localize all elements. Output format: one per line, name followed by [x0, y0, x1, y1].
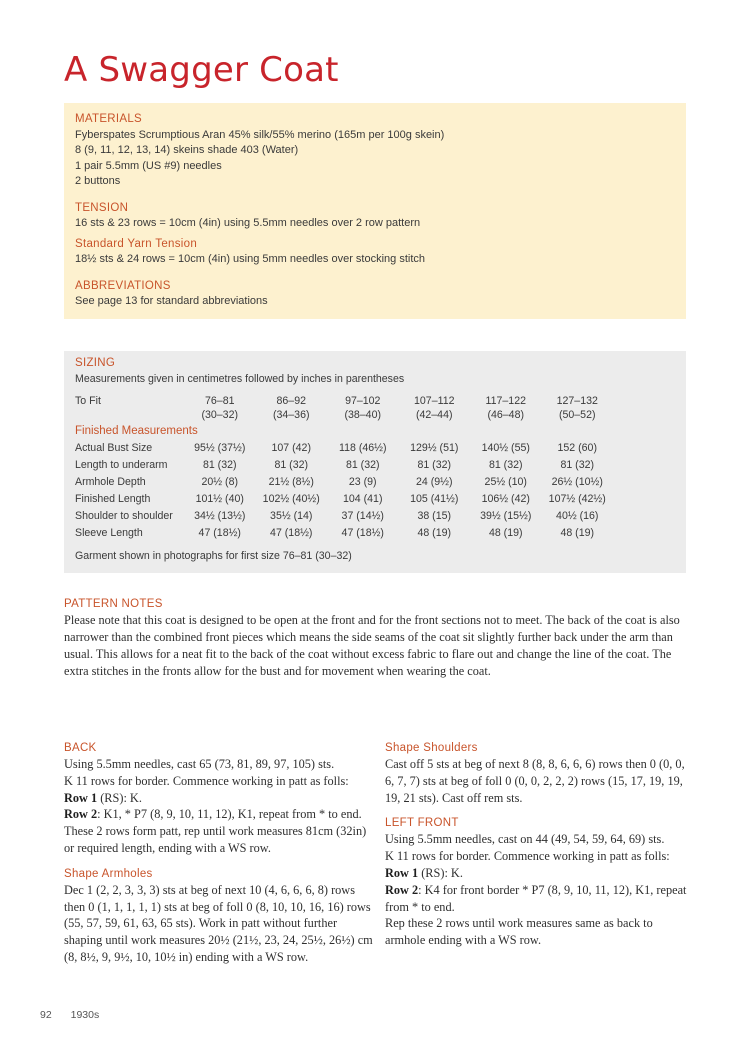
table-row: [75, 525, 613, 542]
to-fit-in: (34–36): [272, 409, 310, 421]
back-row-2: Row 2: K1, * P7 (8, 9, 10, 11, 12), K1, repeat from * to end.: [64, 807, 362, 822]
right-column: [385, 741, 695, 949]
table-row: [75, 508, 613, 525]
row-label: Armhole Depth: [75, 476, 146, 488]
to-fit-in: (38–40): [344, 409, 381, 421]
page-title: A Swagger Coat: [64, 50, 339, 90]
table-cell: 21½ (8½): [268, 476, 314, 488]
to-fit-cm: 127–132: [556, 395, 598, 407]
shape-armholes-heading: Shape Armholes: [64, 867, 153, 880]
table-cell: 20½ (8): [201, 476, 238, 488]
materials-line: 8 (9, 11, 12, 13, 14) skeins shade 403 (Water): [75, 144, 299, 156]
table-cell: 107½ (42½): [548, 493, 606, 505]
back-heading: BACK: [64, 742, 97, 754]
table-cell: 104 (41): [343, 493, 383, 505]
materials-line: 1 pair 5.5mm (US #9) needles: [75, 159, 222, 172]
table-cell: 25½ (10): [484, 476, 527, 488]
row-label: Length to underarm: [75, 459, 168, 471]
left-front-paragraph: K 11 rows for border. Commence working in patt as folls:: [385, 849, 670, 864]
to-fit-in: (30–32): [201, 409, 238, 421]
to-fit-in: (46–48): [487, 409, 524, 421]
table-row: [75, 394, 613, 408]
to-fit-label: To Fit: [75, 395, 101, 407]
section-name: 1930s: [70, 1009, 100, 1021]
table-cell: 47 (18½): [341, 527, 384, 539]
shape-armholes-text: Dec 1 (2, 2, 3, 3, 3) sts at beg of next 10 (4, 6, 6, 6, 8) rows then 0 (1, 1, 1, 1, 1) sts at beg of foll 0 (8, 10, 10, 16, 16) rows (55, 57, 59, 61, 63, 65 sts). Work in patt without further shaping until work measures 20½ (21½, 23, 24, 25½, 26½) cm (8, 8½, 9, 9½, 10, 10½ in) ending with a WS row.: [64, 882, 373, 964]
left-front-paragraph: Rep these 2 rows until work measures same as back to armhole ending with a WS row.: [385, 916, 653, 948]
table-cell: 81 (32): [560, 459, 595, 471]
to-fit-in: (50–52): [558, 409, 596, 421]
table-cell: 81 (32): [274, 459, 309, 471]
table-cell: 48 (19): [417, 527, 452, 539]
to-fit-cm: 117–122: [485, 395, 526, 407]
table-cell: 129½ (51): [410, 442, 459, 454]
row-label: Row 1: [385, 865, 419, 880]
to-fit-in: (42–44): [415, 409, 453, 421]
materials-box: [64, 103, 686, 319]
standard-yarn-tension-text: 18½ sts & 24 rows = 10cm (4in) using 5mm needles over stocking stitch: [75, 253, 426, 265]
table-cell: 81 (32): [202, 459, 237, 471]
table-cell: 81 (32): [488, 459, 523, 471]
table-cell: 107 (42): [271, 442, 311, 454]
table-cell: 47 (18½): [270, 527, 313, 539]
standard-yarn-tension-heading: Standard Yarn Tension: [75, 237, 198, 250]
to-fit-cm: 76–81: [205, 395, 235, 407]
materials-heading: MATERIALS: [75, 113, 143, 125]
table-cell: 48 (19): [488, 527, 523, 539]
table-cell: 35½ (14): [270, 510, 313, 522]
to-fit-cm: 107–112: [414, 395, 455, 407]
page-footer: [40, 1009, 115, 1021]
shape-shoulders-heading: Shape Shoulders: [385, 742, 478, 754]
left-front-row-2: Row 2: K4 for front border * P7 (8, 9, 10, 11, 12), K1, repeat from * to end.: [385, 882, 687, 914]
tension-text: 16 sts & 23 rows = 10cm (4in) using 5.5mm needles over 2 row pattern: [75, 217, 421, 229]
sizing-table: [75, 394, 613, 542]
back-paragraph: K 11 rows for border. Commence working in patt as folls:: [64, 773, 349, 788]
table-cell: 106½ (42): [481, 493, 530, 505]
sizing-box: [64, 351, 686, 573]
row-label: Row 1: [64, 790, 98, 805]
to-fit-cm: 97–102: [345, 395, 381, 407]
table-cell: 37 (14½): [341, 510, 384, 522]
row-label: Shoulder to shoulder: [75, 510, 173, 522]
table-row: [75, 491, 613, 508]
table-cell: 95½ (37½): [194, 442, 246, 454]
materials-line: Fyberspates Scrumptious Aran 45% silk/55% merino (165m per 100g skein): [75, 128, 445, 141]
row-label: Actual Bust Size: [75, 442, 153, 454]
sizing-heading: SIZING: [75, 357, 116, 369]
table-cell: 152 (60): [557, 442, 597, 454]
table-cell: 24 (9½): [415, 476, 453, 488]
table-cell: 101½ (40): [195, 493, 244, 505]
table-cell: 118 (46½): [338, 442, 387, 454]
materials-line: 2 buttons: [75, 175, 121, 187]
left-front-heading: LEFT FRONT: [385, 817, 459, 830]
tension-heading: TENSION: [75, 201, 129, 214]
table-cell: 26½ (10½): [551, 476, 603, 488]
shape-shoulders-text: Cast off 5 sts at beg of next 8 (8, 8, 6, 6, 6) rows then 0 (0, 0, 6, 7, 7) sts at beg of foll 0 (0, 0, 2, 2, 2) rows (15, 17, 19, 19, 19, 21 sts). Cast off rem sts.: [385, 757, 685, 805]
table-cell: 39½ (15½): [480, 510, 532, 522]
row-label: Finished Length: [75, 493, 151, 505]
left-front-paragraph: Using 5.5mm needles, cast on 44 (49, 54, 59, 64, 69) sts.: [385, 832, 665, 847]
back-paragraph: These 2 rows form patt, rep until work measures 81cm (32in) or required length, ending with a WS row.: [64, 824, 367, 855]
pattern-notes-heading: PATTERN NOTES: [64, 598, 163, 610]
table-cell: 23 (9): [348, 476, 377, 488]
table-row: [75, 408, 613, 422]
row-label: Row 2: [64, 807, 98, 822]
table-row: [75, 440, 613, 457]
table-row: [75, 457, 613, 474]
pattern-notes-text: Please note that this coat is designed to be open at the front and for the front sections not to meet. The back of the coat is also narrower than the combined front pieces which means the side seams of the coat sit slightly further back under the arm than usual. This allows for a neat fit to the back of the coat without excess fabric to flare out and change the line of the coat. The extra stitches in the fronts allow for the bust and for movement when wearing the coat.: [64, 613, 680, 678]
table-row: [75, 422, 613, 440]
finished-measurements-heading: Finished Measurements: [75, 425, 198, 437]
table-cell: 102½ (40½): [262, 493, 320, 505]
table-cell: 47 (18½): [198, 527, 241, 539]
abbreviations-heading: ABBREVIATIONS: [75, 279, 171, 292]
table-cell: 38 (15): [417, 510, 452, 522]
sizing-intro: Measurements given in centimetres followed by inches in parentheses: [75, 373, 405, 385]
table-cell: 105 (41½): [410, 493, 459, 505]
page-number: 92: [40, 1009, 52, 1021]
back-paragraph: Using 5.5mm needles, cast 65 (73, 81, 89, 97, 105) sts.: [64, 757, 335, 771]
table-cell: 81 (32): [417, 459, 452, 471]
table-row: [75, 474, 613, 491]
back-row-1: Row 1 (RS): K.: [64, 790, 142, 805]
table-cell: 81 (32): [345, 459, 380, 471]
table-cell: 48 (19): [560, 527, 595, 539]
sizing-note: Garment shown in photographs for first size 76–81 (30–32): [75, 550, 352, 562]
row-label: Sleeve Length: [75, 527, 143, 539]
table-cell: 140½ (55): [481, 442, 530, 454]
abbreviations-text: See page 13 for standard abbreviations: [75, 295, 268, 307]
left-column: [64, 741, 374, 966]
left-front-row-1: Row 1 (RS): K.: [385, 865, 463, 880]
table-cell: 34½ (13½): [194, 510, 246, 522]
table-cell: 40½ (16): [556, 510, 599, 522]
row-label: Row 2: [385, 882, 419, 897]
to-fit-cm: 86–92: [276, 395, 306, 407]
